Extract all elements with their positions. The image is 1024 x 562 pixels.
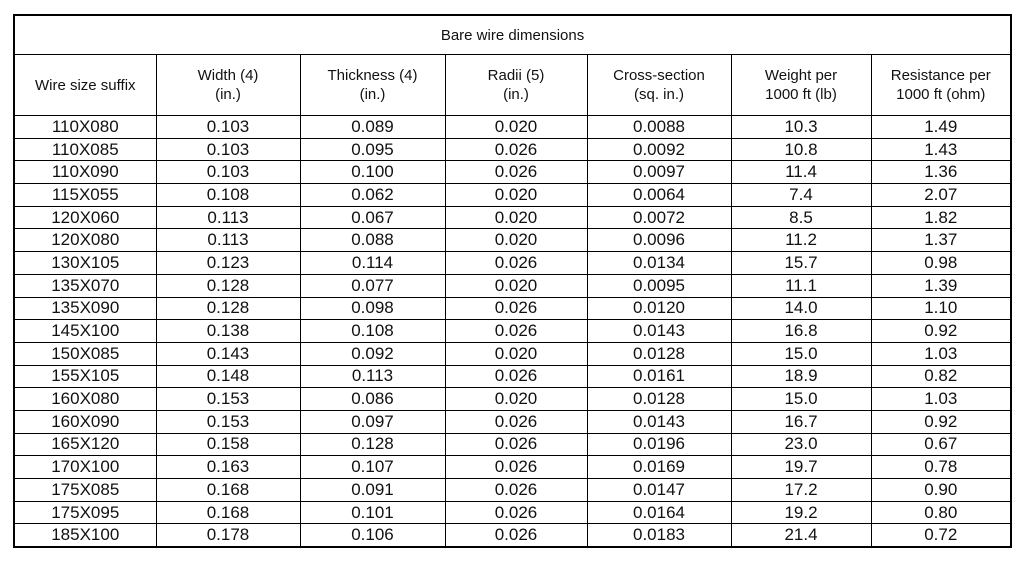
column-header-weight — [731, 55, 871, 116]
cell-width: 0.103 — [156, 116, 300, 139]
cell-width: 0.108 — [156, 184, 300, 207]
column-header-line1: Wire size suffix — [34, 76, 136, 94]
cell-radii: 0.020 — [445, 274, 587, 297]
cell-radii: 0.026 — [445, 433, 587, 456]
column-header-line1: Weight per — [764, 67, 838, 84]
cell-width: 0.103 — [156, 138, 300, 161]
cell-radii: 0.020 — [445, 229, 587, 252]
cell-resistance: 0.98 — [871, 252, 1011, 275]
cell-wire-size: 120X060 — [14, 206, 156, 229]
column-header-line2: (sq. in.) — [633, 86, 684, 103]
cell-thickness: 0.088 — [300, 229, 445, 252]
cell-weight: 23.0 — [731, 433, 871, 456]
cell-resistance: 1.39 — [871, 274, 1011, 297]
cell-radii: 0.026 — [445, 501, 587, 524]
cell-thickness: 0.100 — [300, 161, 445, 184]
table-title: Bare wire dimensions — [14, 15, 1011, 55]
column-header-width — [156, 55, 300, 116]
cell-thickness: 0.095 — [300, 138, 445, 161]
cell-wire-size: 110X080 — [14, 116, 156, 139]
cell-resistance: 0.82 — [871, 365, 1011, 388]
cell-wire-size: 150X085 — [14, 342, 156, 365]
cell-cross-section: 0.0147 — [587, 479, 731, 502]
cell-resistance: 0.92 — [871, 320, 1011, 343]
cell-cross-section: 0.0072 — [587, 206, 731, 229]
cell-wire-size: 160X080 — [14, 388, 156, 411]
cell-weight: 17.2 — [731, 479, 871, 502]
cell-radii: 0.026 — [445, 456, 587, 479]
cell-radii: 0.026 — [445, 297, 587, 320]
cell-weight: 8.5 — [731, 206, 871, 229]
cell-wire-size: 110X085 — [14, 138, 156, 161]
table-body — [14, 116, 1011, 548]
cell-thickness: 0.086 — [300, 388, 445, 411]
table-row — [14, 229, 1011, 252]
cell-width: 0.123 — [156, 252, 300, 275]
column-header-line2: (in.) — [503, 86, 529, 103]
table-row — [14, 479, 1011, 502]
cell-width: 0.153 — [156, 388, 300, 411]
cell-wire-size: 155X105 — [14, 365, 156, 388]
cell-weight: 16.8 — [731, 320, 871, 343]
cell-width: 0.143 — [156, 342, 300, 365]
cell-cross-section: 0.0096 — [587, 229, 731, 252]
cell-cross-section: 0.0095 — [587, 274, 731, 297]
cell-cross-section: 0.0196 — [587, 433, 731, 456]
cell-width: 0.128 — [156, 274, 300, 297]
cell-radii: 0.026 — [445, 410, 587, 433]
cell-wire-size: 135X090 — [14, 297, 156, 320]
cell-width: 0.113 — [156, 229, 300, 252]
cell-width: 0.148 — [156, 365, 300, 388]
cell-weight: 15.0 — [731, 388, 871, 411]
cell-cross-section: 0.0064 — [587, 184, 731, 207]
cell-resistance: 1.03 — [871, 342, 1011, 365]
column-header-line1: Cross-section — [613, 67, 705, 84]
table-row — [14, 388, 1011, 411]
cell-cross-section: 0.0161 — [587, 365, 731, 388]
table-row — [14, 184, 1011, 207]
cell-weight: 7.4 — [731, 184, 871, 207]
table-row — [14, 116, 1011, 139]
cell-thickness: 0.128 — [300, 433, 445, 456]
cell-resistance: 1.82 — [871, 206, 1011, 229]
cell-thickness: 0.062 — [300, 184, 445, 207]
cell-width: 0.168 — [156, 501, 300, 524]
cell-weight: 10.8 — [731, 138, 871, 161]
cell-cross-section: 0.0097 — [587, 161, 731, 184]
table-header-row — [14, 55, 1011, 116]
column-header-radii — [445, 55, 587, 116]
cell-cross-section: 0.0092 — [587, 138, 731, 161]
cell-radii: 0.020 — [445, 206, 587, 229]
cell-thickness: 0.067 — [300, 206, 445, 229]
cell-weight: 16.7 — [731, 410, 871, 433]
cell-thickness: 0.077 — [300, 274, 445, 297]
cell-wire-size: 175X095 — [14, 501, 156, 524]
cell-width: 0.168 — [156, 479, 300, 502]
column-header-cross-section — [587, 55, 731, 116]
table-row — [14, 138, 1011, 161]
cell-cross-section: 0.0134 — [587, 252, 731, 275]
cell-width: 0.158 — [156, 433, 300, 456]
cell-radii: 0.026 — [445, 252, 587, 275]
cell-thickness: 0.108 — [300, 320, 445, 343]
cell-cross-section: 0.0169 — [587, 456, 731, 479]
cell-weight: 19.2 — [731, 501, 871, 524]
column-header-thickness — [300, 55, 445, 116]
column-header-line2: 1000 ft (ohm) — [896, 86, 986, 103]
cell-radii: 0.026 — [445, 524, 587, 547]
cell-radii: 0.026 — [445, 138, 587, 161]
cell-resistance: 2.07 — [871, 184, 1011, 207]
column-header-wire-size — [14, 55, 156, 116]
cell-width: 0.103 — [156, 161, 300, 184]
cell-thickness: 0.101 — [300, 501, 445, 524]
cell-resistance: 0.90 — [871, 479, 1011, 502]
cell-weight: 18.9 — [731, 365, 871, 388]
cell-width: 0.153 — [156, 410, 300, 433]
column-header-line2: 1000 ft (lb) — [765, 86, 837, 103]
cell-cross-section: 0.0120 — [587, 297, 731, 320]
cell-wire-size: 165X120 — [14, 433, 156, 456]
cell-radii: 0.020 — [445, 388, 587, 411]
cell-radii: 0.026 — [445, 479, 587, 502]
table-row — [14, 274, 1011, 297]
cell-thickness: 0.097 — [300, 410, 445, 433]
cell-thickness: 0.091 — [300, 479, 445, 502]
cell-wire-size: 170X100 — [14, 456, 156, 479]
table-row — [14, 320, 1011, 343]
cell-thickness: 0.114 — [300, 252, 445, 275]
column-header-line2: (in.) — [215, 86, 241, 103]
cell-width: 0.113 — [156, 206, 300, 229]
table-row — [14, 501, 1011, 524]
table-title-row — [14, 15, 1011, 55]
cell-wire-size: 145X100 — [14, 320, 156, 343]
cell-wire-size: 120X080 — [14, 229, 156, 252]
table-row — [14, 252, 1011, 275]
cell-width: 0.138 — [156, 320, 300, 343]
cell-cross-section: 0.0128 — [587, 342, 731, 365]
cell-width: 0.163 — [156, 456, 300, 479]
cell-radii: 0.026 — [445, 320, 587, 343]
cell-resistance: 0.92 — [871, 410, 1011, 433]
cell-radii: 0.020 — [445, 116, 587, 139]
cell-resistance: 1.49 — [871, 116, 1011, 139]
cell-resistance: 1.37 — [871, 229, 1011, 252]
cell-weight: 19.7 — [731, 456, 871, 479]
cell-weight: 11.2 — [731, 229, 871, 252]
cell-weight: 21.4 — [731, 524, 871, 547]
cell-resistance: 1.10 — [871, 297, 1011, 320]
table-row — [14, 206, 1011, 229]
cell-cross-section: 0.0143 — [587, 320, 731, 343]
cell-wire-size: 135X070 — [14, 274, 156, 297]
table-row — [14, 410, 1011, 433]
cell-weight: 11.4 — [731, 161, 871, 184]
cell-wire-size: 130X105 — [14, 252, 156, 275]
wire-dimensions-table — [13, 14, 1012, 548]
cell-resistance: 1.36 — [871, 161, 1011, 184]
table-row — [14, 524, 1011, 547]
cell-resistance: 0.80 — [871, 501, 1011, 524]
column-header-line2: (in.) — [359, 86, 386, 103]
column-header-resistance — [871, 55, 1011, 116]
cell-resistance: 0.72 — [871, 524, 1011, 547]
cell-radii: 0.020 — [445, 342, 587, 365]
cell-wire-size: 115X055 — [14, 184, 156, 207]
cell-weight: 11.1 — [731, 274, 871, 297]
cell-thickness: 0.089 — [300, 116, 445, 139]
cell-radii: 0.026 — [445, 365, 587, 388]
cell-resistance: 0.78 — [871, 456, 1011, 479]
column-header-line1: Width (4) — [197, 67, 259, 84]
cell-weight: 15.7 — [731, 252, 871, 275]
cell-wire-size: 160X090 — [14, 410, 156, 433]
table-row — [14, 365, 1011, 388]
cell-cross-section: 0.0183 — [587, 524, 731, 547]
cell-radii: 0.020 — [445, 184, 587, 207]
cell-resistance: 1.43 — [871, 138, 1011, 161]
column-header-line1: Radii (5) — [487, 67, 545, 84]
cell-weight: 15.0 — [731, 342, 871, 365]
cell-thickness: 0.092 — [300, 342, 445, 365]
cell-weight: 14.0 — [731, 297, 871, 320]
table-row — [14, 161, 1011, 184]
column-header-line1: Thickness (4) — [327, 67, 418, 84]
cell-resistance: 1.03 — [871, 388, 1011, 411]
cell-cross-section: 0.0088 — [587, 116, 731, 139]
cell-cross-section: 0.0143 — [587, 410, 731, 433]
table-row — [14, 297, 1011, 320]
column-header-line1: Resistance per — [890, 67, 991, 84]
cell-thickness: 0.107 — [300, 456, 445, 479]
cell-wire-size: 175X085 — [14, 479, 156, 502]
cell-radii: 0.026 — [445, 161, 587, 184]
cell-cross-section: 0.0128 — [587, 388, 731, 411]
cell-thickness: 0.098 — [300, 297, 445, 320]
cell-weight: 10.3 — [731, 116, 871, 139]
cell-wire-size: 110X090 — [14, 161, 156, 184]
cell-width: 0.128 — [156, 297, 300, 320]
cell-width: 0.178 — [156, 524, 300, 547]
cell-resistance: 0.67 — [871, 433, 1011, 456]
table-row — [14, 433, 1011, 456]
cell-thickness: 0.113 — [300, 365, 445, 388]
table-row — [14, 342, 1011, 365]
cell-wire-size: 185X100 — [14, 524, 156, 547]
table-row — [14, 456, 1011, 479]
cell-cross-section: 0.0164 — [587, 501, 731, 524]
cell-thickness: 0.106 — [300, 524, 445, 547]
